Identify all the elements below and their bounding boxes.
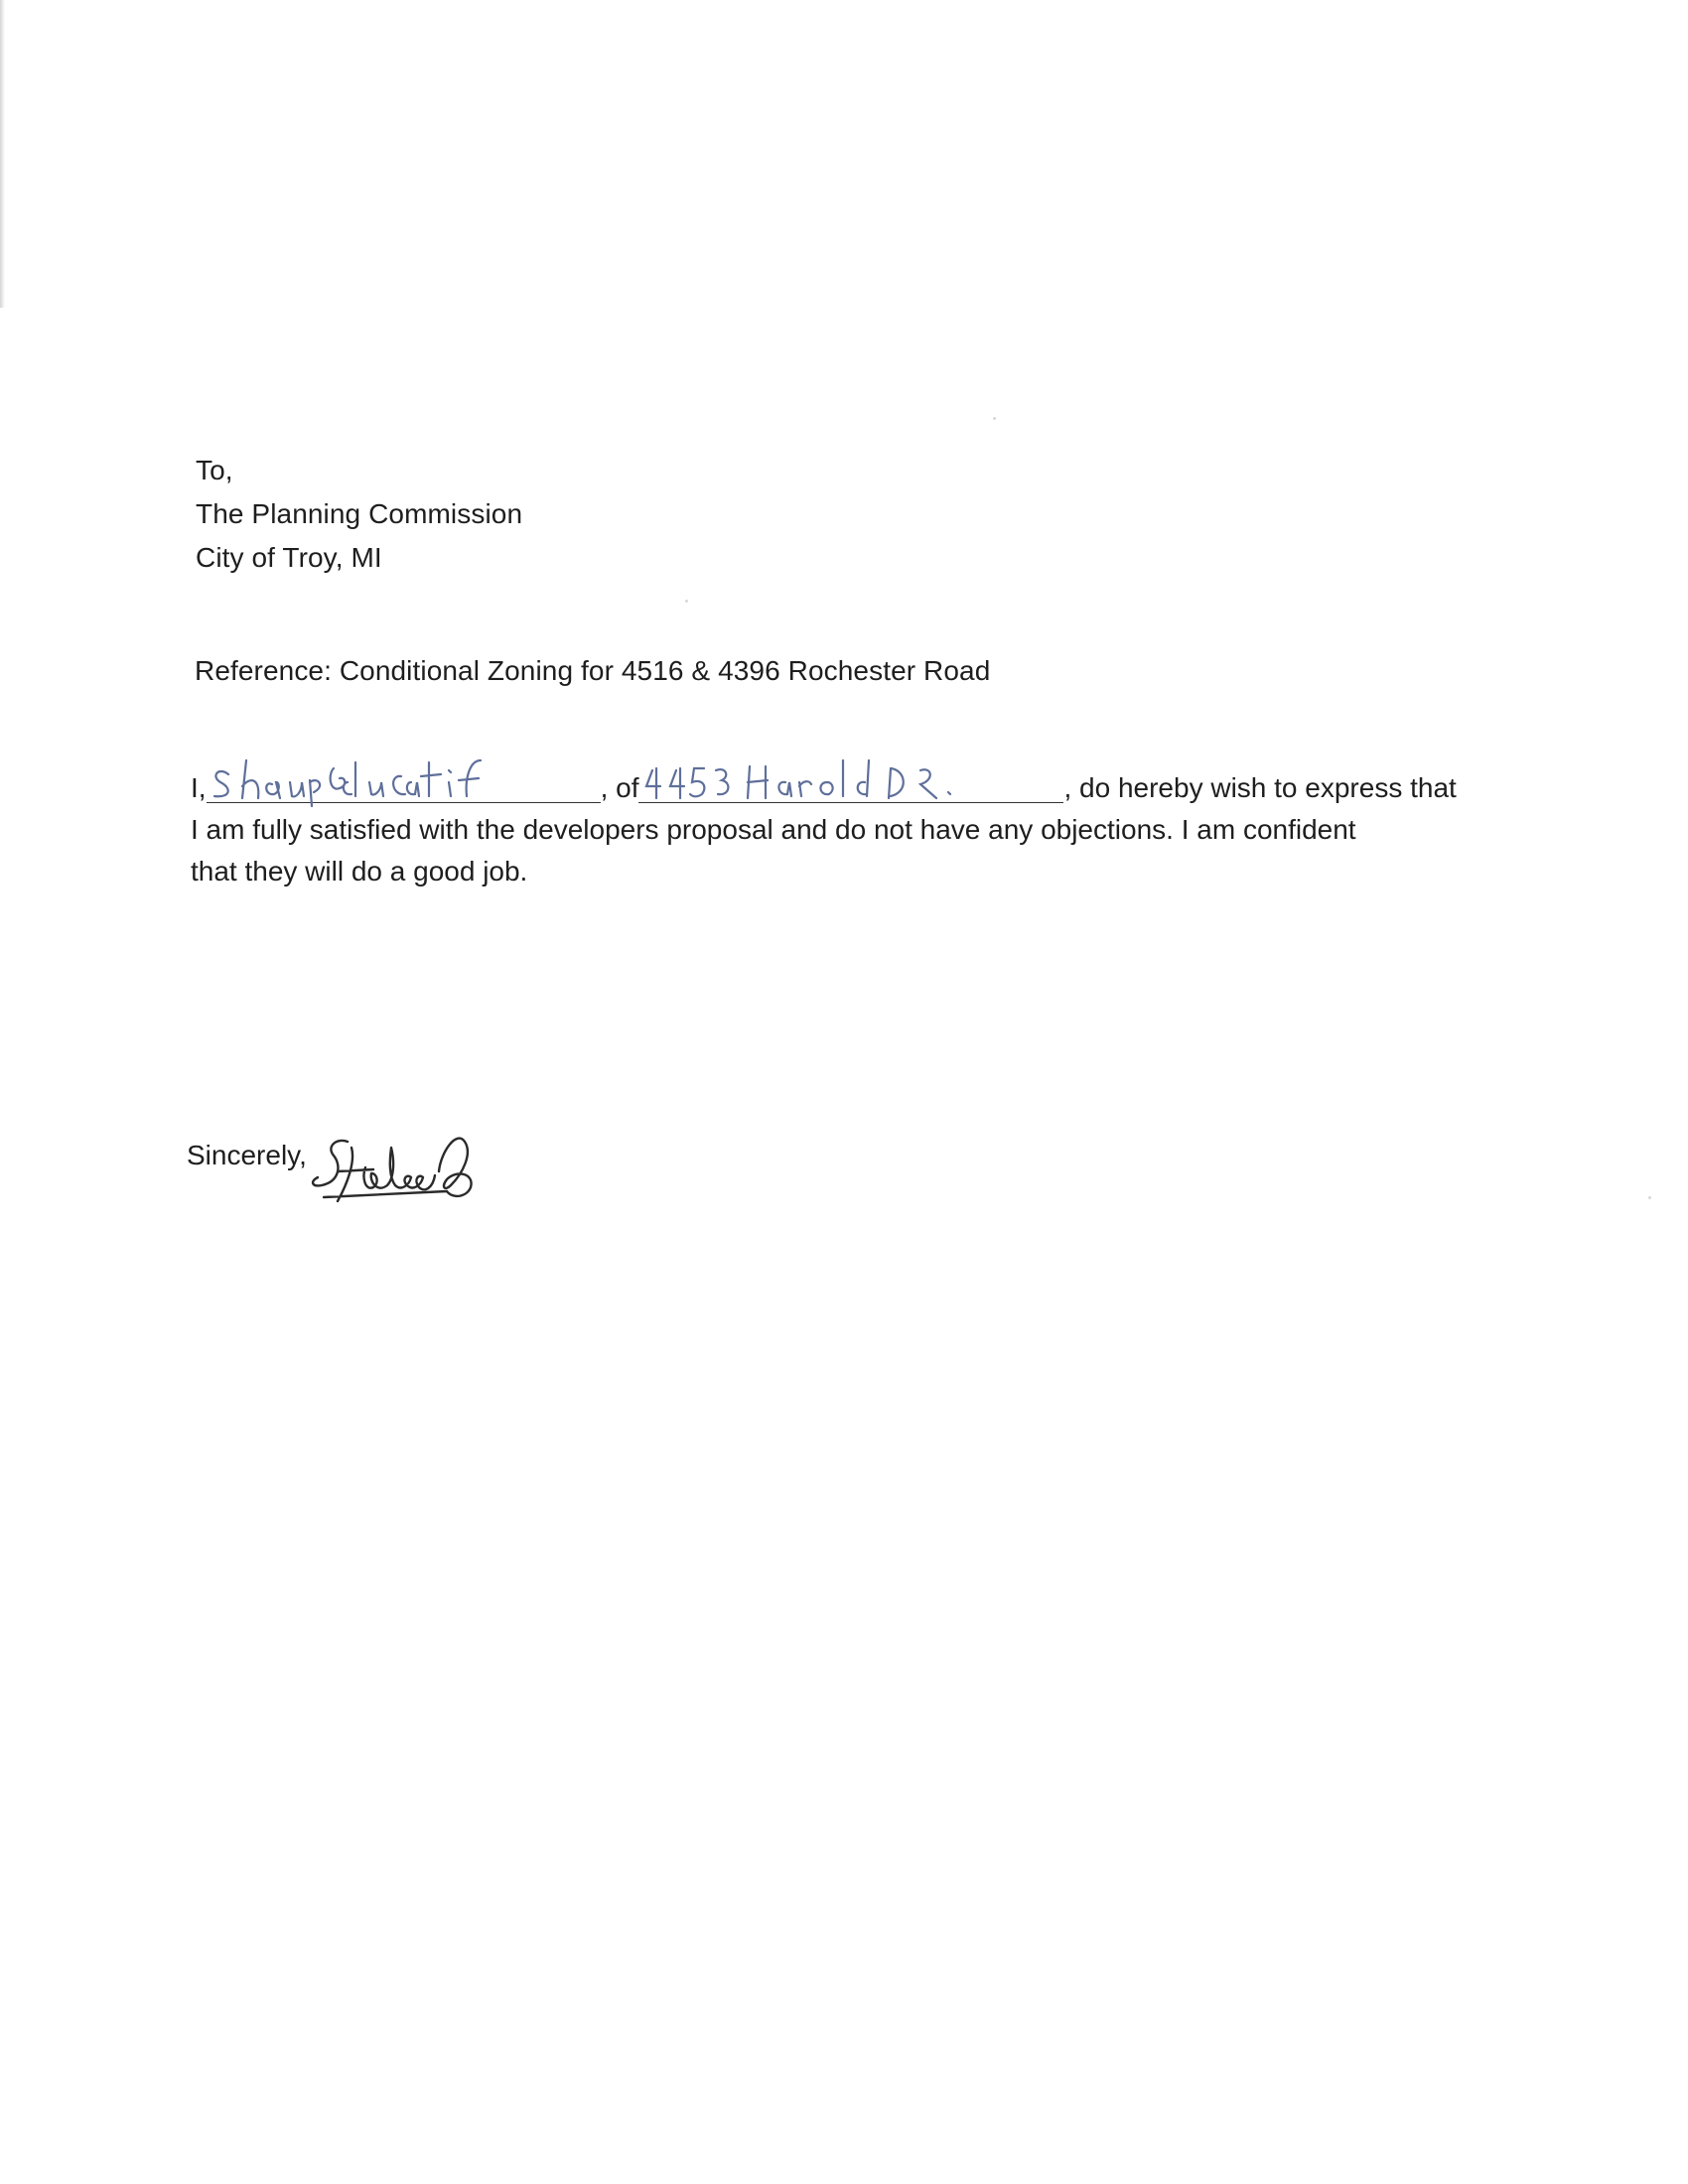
reference-line: Reference: Conditional Zoning for 4516 & 4396 Rochester Road — [195, 655, 991, 686]
addressee-block — [196, 455, 522, 586]
statement-line-3: that they will do a good job. — [191, 856, 528, 887]
of-label: , of — [600, 772, 639, 803]
statement-line-2: I am fully satisfied with the developers proposal and do not have any objections. I am confident — [191, 814, 1356, 845]
handwritten-signature-icon — [308, 1112, 546, 1221]
statement-line-1-suffix: , do hereby wish to express that — [1063, 772, 1457, 803]
scan-speck — [685, 600, 688, 603]
handwritten-name-icon — [207, 747, 601, 806]
recipient-name: The Planning Commission — [196, 498, 523, 529]
scan-speck — [1648, 1196, 1651, 1199]
statement-paragraph — [191, 766, 1501, 892]
address-blank — [638, 766, 1063, 803]
closing: Sincerely, — [187, 1140, 307, 1170]
recipient-city: City of Troy, MI — [196, 542, 382, 573]
scan-speck — [993, 417, 996, 420]
statement-prefix: I, — [191, 772, 207, 803]
statement-line-1 — [191, 766, 1501, 809]
name-blank — [207, 766, 601, 803]
salutation: To, — [196, 455, 233, 485]
scan-edge-shadow — [0, 0, 5, 308]
